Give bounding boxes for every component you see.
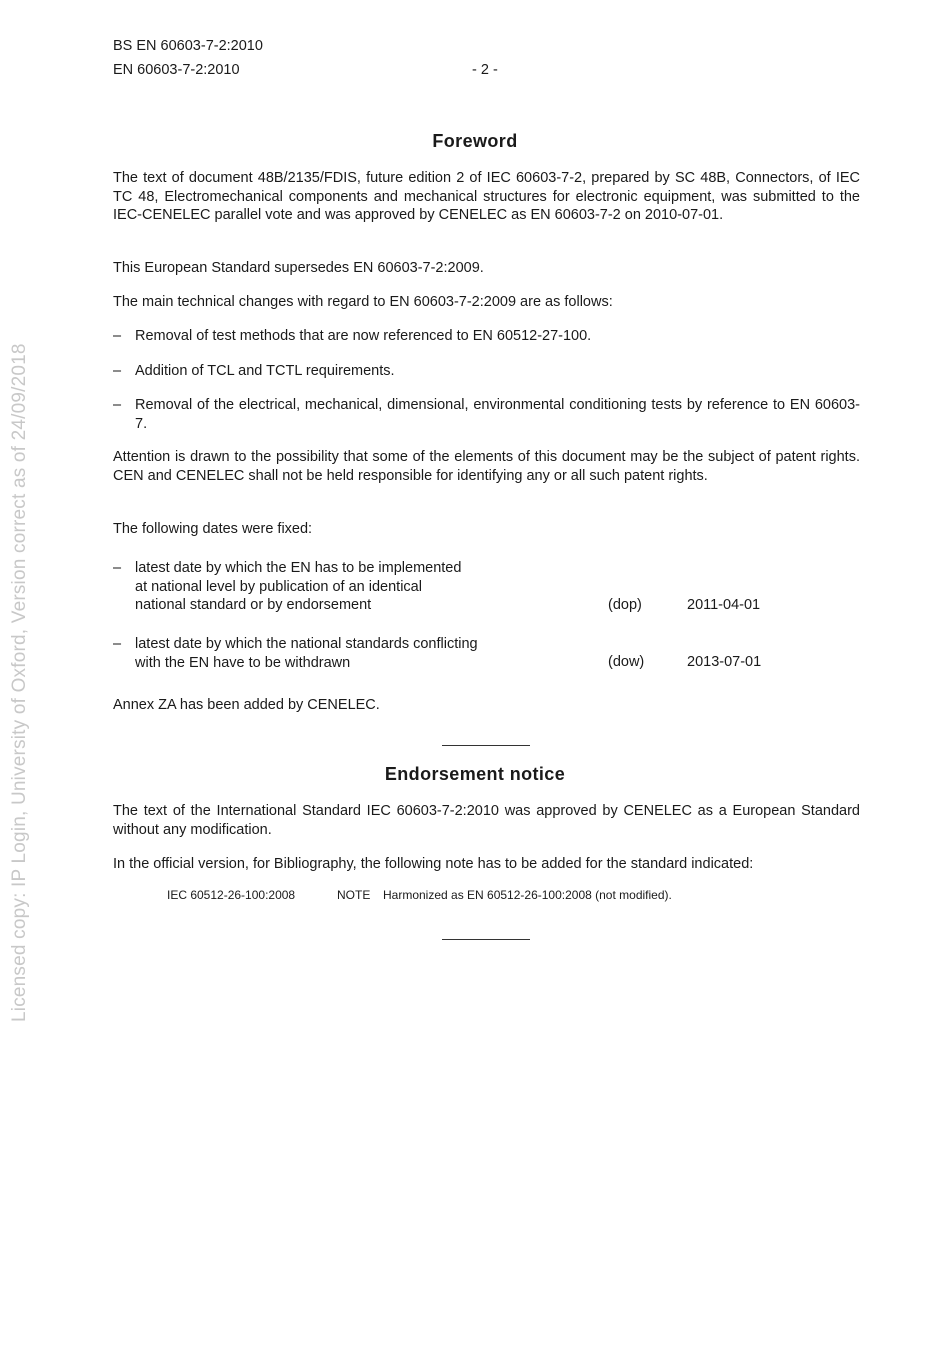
changes-intro-paragraph: The main technical changes with regard to EN 60603-7-2:2009 are as follows: [113, 294, 613, 310]
endorsement-title: Endorsement notice [384, 764, 566, 784]
date-value: 2011-04-01 [687, 597, 761, 613]
list-item [113, 327, 860, 346]
note-label: NOTE [337, 888, 371, 902]
section-divider [442, 939, 530, 940]
list-item-text: Removal of test methods that are now referenced to EN 60512-27-100. [135, 328, 592, 344]
date-description-line: latest date by which the EN has to be implemented [135, 560, 462, 576]
foreword-title: Foreword [432, 131, 518, 151]
date-code: (dop) [608, 597, 642, 613]
date-value: 2013-07-01 [687, 654, 762, 670]
note-standard: IEC 60512-26-100:2008 [167, 888, 296, 902]
list-dash: – [113, 328, 122, 344]
date-row-dow [113, 635, 860, 695]
page-number: - 2 - [472, 62, 498, 78]
date-description [135, 635, 555, 672]
list-dash: – [113, 560, 122, 576]
supersedes-paragraph: This European Standard supersedes EN 60603-7-2:2009. [113, 260, 484, 276]
list-item-text: Removal of the electrical, mechanical, dimensional, environmental conditioning tests by reference to EN 60603-7. [135, 397, 860, 432]
bibliography-intro-paragraph: In the official version, for Bibliography, the following note has to be added for the standard indicated: [113, 856, 754, 872]
list-dash: – [113, 363, 122, 379]
endorsement-paragraph: The text of the International Standard IEC 60603-7-2:2010 was approved by CENELEC as a European Standard without any modification. [113, 803, 860, 838]
date-description-line: national standard or by endorsement [135, 597, 372, 613]
date-row-dop [113, 559, 860, 619]
header-doc-id-en: EN 60603-7-2:2010 [113, 62, 240, 78]
note-text: Harmonized as EN 60512-26-100:2008 (not modified). [383, 888, 672, 902]
header-doc-id-bs: BS EN 60603-7-2:2010 [113, 38, 263, 54]
date-description-line: at national level by publication of an identical [135, 578, 422, 595]
list-dash: – [113, 636, 122, 652]
foreword-intro-paragraph: The text of document 48B/2135/FDIS, future edition 2 of IEC 60603-7-2, prepared by SC 48B, Connectors, of IEC TC 48, Electromechanical components and mechanical structures for electronic equipment, was submitted to the IEC-CENELEC parallel vote and was approved by CENELEC as EN 60603-7-2 on 2010-07-01. [113, 170, 860, 223]
list-item-text: Addition of TCL and TCTL requirements. [135, 363, 395, 379]
list-item [113, 396, 860, 434]
license-watermark: Licensed copy: IP Login, University of Oxford, Version correct as of 24/09/2018 [9, 343, 30, 1022]
date-code: (dow) [608, 654, 645, 670]
date-description [135, 559, 555, 615]
annex-note-paragraph: Annex ZA has been added by CENELEC. [113, 697, 380, 713]
date-description-line: with the EN have to be withdrawn [135, 654, 351, 671]
list-dash: – [113, 397, 122, 413]
date-description-line: latest date by which the national standards conflicting [135, 636, 478, 652]
dates-intro-paragraph: The following dates were fixed: [113, 521, 313, 537]
patent-notice-paragraph: Attention is drawn to the possibility that some of the elements of this document may be the subject of patent rights. CEN and CENELEC shall not be held responsible for identifying any or all such patent rights. [113, 449, 860, 484]
list-item [113, 362, 860, 381]
section-divider [442, 745, 530, 746]
